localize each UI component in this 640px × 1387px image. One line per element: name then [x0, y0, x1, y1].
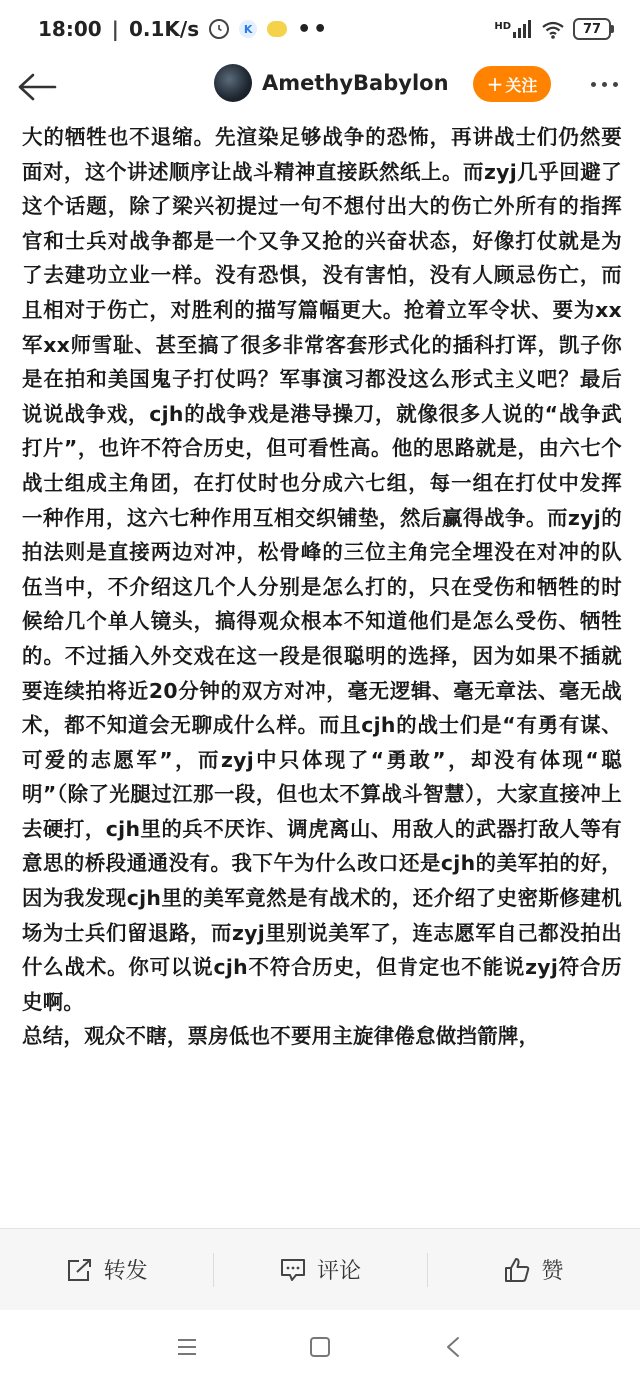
thumbs-up-icon	[503, 1257, 531, 1283]
more-dot-icon	[591, 82, 596, 87]
avatar[interactable]	[214, 64, 252, 102]
wifi-icon	[541, 20, 563, 38]
status-left	[38, 17, 329, 42]
signal-icon	[513, 20, 531, 38]
status-time: 18:00	[38, 17, 102, 41]
comment-icon	[279, 1257, 307, 1283]
repost-button[interactable]	[0, 1229, 213, 1310]
status-separator: |	[111, 17, 119, 41]
post-paragraph: 大的牺牲也不退缩。先渲染足够战争的恐怖，再讲战士们仍然要面对，这个讲述顺序让战斗精神直接跃然纸上。而zyj几乎回避了这个话题，除了梁兴初提过一句不想付出大的伤亡外所有的指挥官和士兵对战争都是一个又争又抢的兴奋状态，好像打仗就是为了去建功立业一样。没有恐惧，没有害怕，没有人顾忌伤亡，而且相对于伤亡，对胜利的描写篇幅更大。抢着立军令状、要为xx军xx师雪耻、甚至搞了很多非常客套形式化的插科打诨，凯子你是在拍和美国鬼子打仗吗？军事演习都没这么形式主义吧？最后说说战争戏，cjh的战争戏是港导操刀，就像很多人说的“战争武打片”，也许不符合历史，但可看性高。他的思路就是，由六七个战士组成主角团，在打仗时也分成六七组，每一组在打仗中发挥一种作用，这六七种作用互相交织铺垫，然后赢得战争。而zyj的拍法则是直接两边对冲，松骨峰的三位主角完全埋没在对冲的队伍当中，不介绍这几个人分别是怎么打的，只在受伤和牺牲的时候给几个单人镜头，搞得观众根本不知道他们是怎么受伤、牺牲的。不过插入外交戏在这一段是很聪明的选择，因为如果不插就要连续拍将近20分钟的双方对冲，毫无逻辑、毫无章法、毫无战术，都不知道会无聊成什么样。而且cjh的战士们是“有勇有谋、可爱的志愿军”，而zyj中只体现了“勇敢”，却没有体现“聪明”（除了光腿过江那一段，但也太不算战斗智慧），大家直接冲上去硬打，cjh里的兵不厌诈、调虎离山、用敌人的武器打敌人等有意思的桥段通通没有。我下午为什么改口还是cjh的美军拍的好，因为我发现cjh里的美军竟然是有战术的，还介绍了史密斯修建机场为士兵们留退路，而zyj里别说美军了，连志愿军自己都没拍出什么战术。你可以说cjh不符合历史，但肯定也不能说zyj符合历史啊。	[22, 125, 622, 1014]
action-bar	[0, 1228, 640, 1310]
profile-header[interactable]	[214, 64, 449, 102]
network-speed: 0.1K/s	[128, 17, 200, 41]
more-options-button[interactable]	[584, 66, 624, 102]
post-content	[22, 120, 622, 1228]
comment-button[interactable]	[213, 1229, 426, 1310]
status-right	[494, 18, 614, 40]
username[interactable]: AmethyBabylon	[262, 71, 449, 95]
battery-level: 77	[573, 18, 611, 40]
plus-icon: +	[486, 72, 504, 96]
hd-label: HD	[494, 21, 511, 32]
emoji-notification-icon	[267, 21, 287, 37]
menu-icon	[176, 1338, 198, 1356]
status-bar	[0, 0, 640, 58]
more-notifications-icon: ••	[297, 16, 330, 42]
follow-button[interactable]	[473, 66, 551, 102]
system-nav-bar	[0, 1310, 640, 1387]
system-back-button[interactable]	[436, 1330, 470, 1364]
follow-label: 关注	[505, 75, 538, 95]
repost-icon	[66, 1257, 94, 1283]
home-button[interactable]	[303, 1330, 337, 1364]
comment-label: 评论	[316, 1259, 361, 1284]
alarm-icon	[209, 19, 229, 39]
menu-button[interactable]	[170, 1330, 204, 1364]
back-arrow-icon	[17, 72, 57, 102]
like-label: 赞	[541, 1259, 564, 1284]
repost-label: 转发	[103, 1259, 148, 1284]
back-button[interactable]	[14, 64, 60, 110]
post-paragraph: 总结，观众不瞎，票房低也不要用主旋律倦怠做挡箭牌，	[22, 1024, 540, 1049]
like-button[interactable]	[427, 1229, 640, 1310]
nav-bar	[0, 58, 640, 120]
back-chevron-icon	[445, 1336, 461, 1358]
home-square-icon	[309, 1336, 331, 1358]
more-dot-icon	[602, 82, 607, 87]
k-app-icon: K	[239, 20, 257, 38]
more-dot-icon	[613, 82, 618, 87]
battery-icon	[573, 18, 614, 40]
